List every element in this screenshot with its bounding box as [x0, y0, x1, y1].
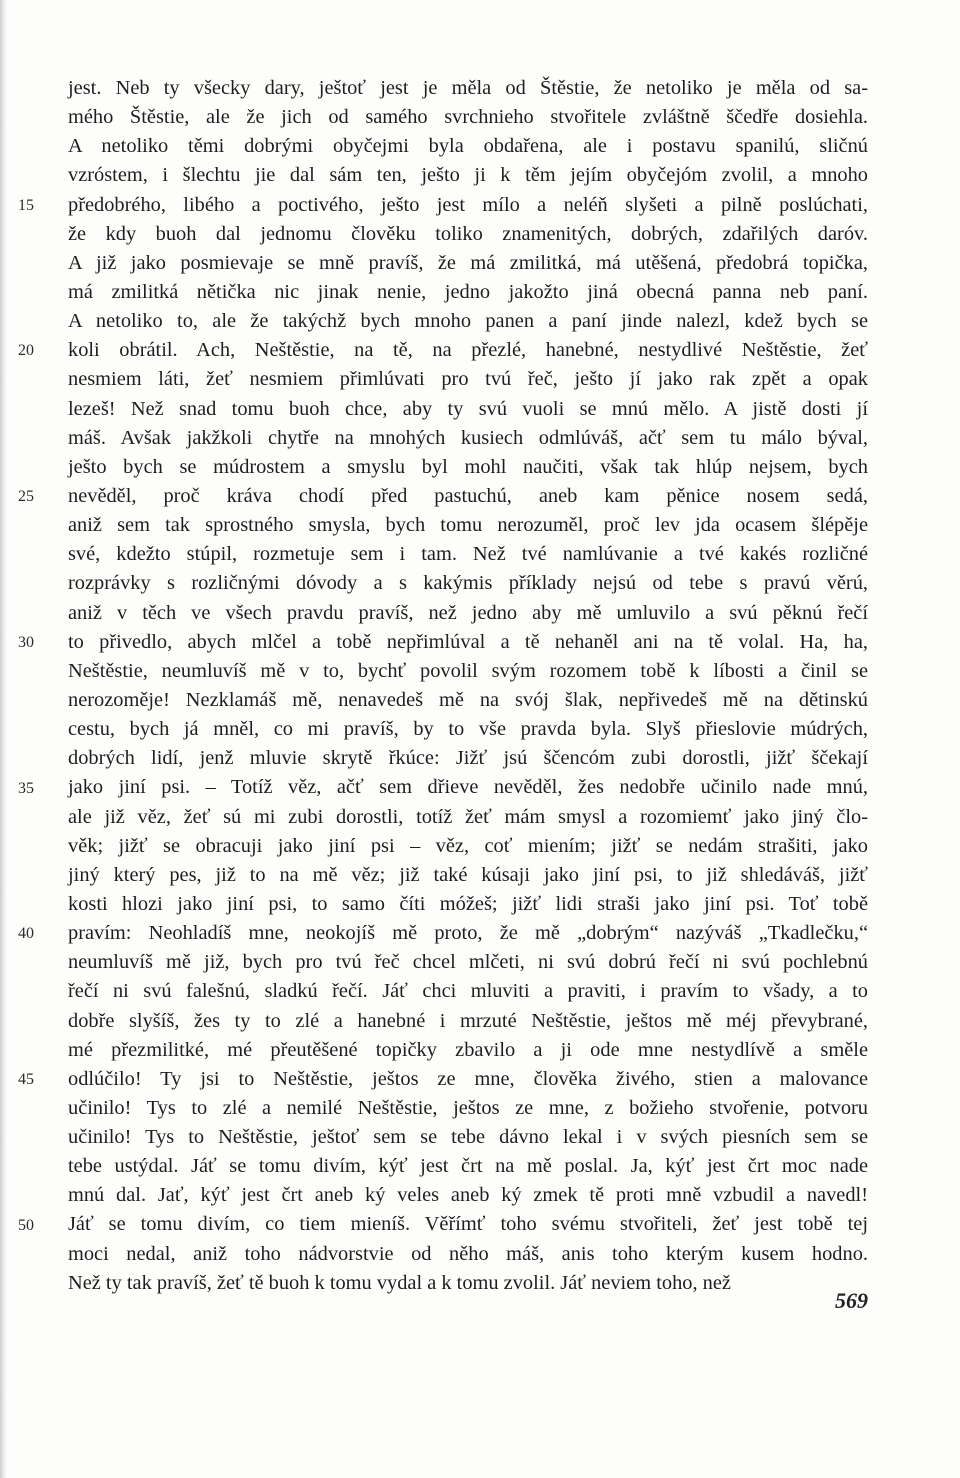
- text-line: dobrých lidí, jenž mluvie skrytě řkúce: Jižť jsú ščencóm zubi dorostli, jižť ščekají: [68, 747, 868, 770]
- line-number: 25: [18, 488, 34, 506]
- text-line: nesmiem láti, žeť nesmiem přimlúvati pro tvú řeč, ješto jí jako rak zpět a opak: [68, 368, 868, 391]
- text-line: předobrého, libého a poctivého, ješto jest mílo a neléň slyšeti a pilně poslúchati,: [68, 193, 868, 216]
- text-line: mnú dal. Jať, kýť jest črt aneb ký veles aneb ký zmek tě proti mně vzbudil a navedl!: [68, 1184, 868, 1207]
- text-line: má zmilitká nětička nic jinak nenie, jedno jakožto jiná obecná panna neb paní.: [68, 280, 868, 303]
- text-line: mé přezmilitké, mé přeutěšené topičky zbavilo a ji ode mne nestydlívě a směle: [68, 1038, 868, 1061]
- text-line: Neštěstie, neumluvíš mě v to, bychť povolil svým rozomem tobě k líbosti a činil se: [68, 659, 868, 682]
- text-line: vzróstem, i šlechtu jie dal sám ten, ješto ji k těm jejím obyčejóm zvolil, a mnoho: [68, 164, 868, 187]
- text-line: jako jiní psi. – Totíž věz, ačť sem dřieve nevěděl, žes nedobře učinilo nade mnú,: [68, 776, 868, 799]
- text-line: aniž sem tak sprostného smysla, bych tomu nerozuměl, proč lev jda ocasem šlépěje: [68, 514, 868, 537]
- text-line: koli obrátil. Ach, Neštěstie, na tě, na přezlé, hanebné, nestydlivé Neštěstie, žeť: [68, 339, 868, 362]
- body-text: [68, 74, 868, 1298]
- text-line: Jáť se tomu divím, co tiem mieníš. Věřímť toho svému stvořiteli, žeť jest tobě tej: [68, 1213, 868, 1236]
- text-line: řečí ni svú falešnú, sladkú řečí. Jáť chci mluviti a praviti, i pravím to všady, a to: [68, 980, 868, 1003]
- text-line: věk; jižť se obracuji jako jiní psi – věz, coť miením; jižť se nedám strašiti, jako: [68, 834, 868, 857]
- text-line: A netoliko těmi dobrými obyčejmi byla obdařena, ale i postavu spanilú, sličnú: [68, 135, 868, 158]
- line-number: 45: [18, 1071, 34, 1089]
- text-line: ale již věz, žeť sú mi zubi dorostli, totíž žeť mám smysl a rozomiemť jako jiný člo-: [68, 805, 868, 828]
- text-line: A netoliko to, ale že takýchž bych mnoho panen a paní jinde nalezl, kdež bych se: [68, 310, 868, 333]
- text-line: máš. Avšak jakžkoli chytře na mnohých kusiech odmlúváš, ačť sem tu málo býval,: [68, 426, 868, 449]
- text-line: odlúčilo! Ty jsi to Neštěstie, ještos ze mne, člověka živého, stien a malovance: [68, 1067, 868, 1090]
- text-line: ješto bych se múdrostem a smyslu byl mohl naučiti, však tak hlúp nejsem, bych: [68, 455, 868, 478]
- text-line: aniž v těch ve všech pravdu pravíš, než jedno aby mě umluvilo a svú pěknú řečí: [68, 601, 868, 624]
- text-line: své, kdežto stúpil, rozmetuje sem i tam. Než tvé namlúvanie a tvé kakés rozličné: [68, 543, 868, 566]
- text-line: cestu, bych já mněl, co mi pravíš, by to vše pravda byla. Slyš přieslovie múdrých,: [68, 718, 868, 741]
- text-line: jiný který pes, již to na mě věz; již také kúsaji jako jiní psi, to již shledáváš, jižť: [68, 863, 868, 886]
- text-line: nevěděl, proč kráva chodí před pastuchú, aneb kam pěnice nosem sedá,: [68, 484, 868, 507]
- text-line: jest. Neb ty všecky dary, ještoť jest je měla od Štěstie, že netoliko je měla od sa-: [68, 77, 868, 99]
- page-number: 569: [835, 1288, 868, 1313]
- text-line: A již jako posmievaje se mně pravíš, že má zmilitká, má utěšená, předobrá topička,: [68, 251, 868, 274]
- text-line: dobře slyšíš, žes ty to zlé a hanebné i mrzuté Neštěstie, ještos mě méj převybrané,: [68, 1009, 868, 1032]
- text-line: Než ty tak pravíš, žeť tě buoh k tomu vydal a k tomu zvolil. Jáť neviem toho, než: [68, 1271, 731, 1294]
- text-line: učinilo! Tys to zlé a nemilé Neštěstie, ještos ze mne, z božieho stvořenie, potvoru: [68, 1096, 868, 1119]
- line-number: 15: [18, 196, 34, 214]
- text-line: mého Štěstie, ale že jich od samého svrchnieho stvořitele zvláštně ščedře dosiehla.: [68, 106, 868, 129]
- line-number: 30: [18, 633, 34, 651]
- text-line: že kdy buoh dal jednomu člověku toliko znamenitých, dobrých, zdařilých daróv.: [68, 222, 868, 245]
- text-line: učinilo! Tys to Neštěstie, ještoť sem se tebe dávno lekal i v svých piesních sem se: [68, 1126, 868, 1149]
- page-binding-shadow: [0, 0, 7, 1478]
- text-line: tebe ustýdal. Jáť se tomu divím, kýť jest črt na mě poslal. Ja, kýť jest črt moc nade: [68, 1155, 868, 1178]
- text-line: kosti hlozi jako jiní psi, to samo číti móžeš; jižť lidi straši jako jiní psi. Toť tobě: [68, 892, 868, 915]
- text-line: lezeš! Než snad tomu buoh chce, aby ty svú vuoli se mnú mělo. A jistě dosti jí: [68, 397, 868, 420]
- text-line: nerozoměje! Nezklamáš mě, nenavedeš mě na svój šlak, nepřivedeš mě na dětinskú: [68, 688, 868, 711]
- text-line: moci nedal, aniž toho nádvorstvie od něho máš, anis toho kterým kusem hodno.: [68, 1242, 868, 1265]
- text-line: pravím: Neohladíš mne, neokojíš mě proto, že mě „dobrým“ nazýváš „Tkadlečku,“: [68, 922, 868, 945]
- line-number: 50: [18, 1216, 34, 1234]
- line-number: 20: [18, 342, 34, 360]
- line-number: 35: [18, 779, 34, 797]
- line-number: 40: [18, 925, 34, 943]
- text-line: neumluvíš mě již, bych pro tvú řeč chcel mlčeti, ni svú dobrú řečí ni svú pochlebnú: [68, 951, 868, 974]
- text-line: to přivedlo, abych mlčel a tobě nepřimlúval a tě nehaněl ani na tě volal. Ha, ha,: [68, 630, 868, 653]
- text-line: rozprávky s rozličnými dóvody a s kakýmis příklady nejsú od tebe s pravú věrú,: [68, 572, 868, 595]
